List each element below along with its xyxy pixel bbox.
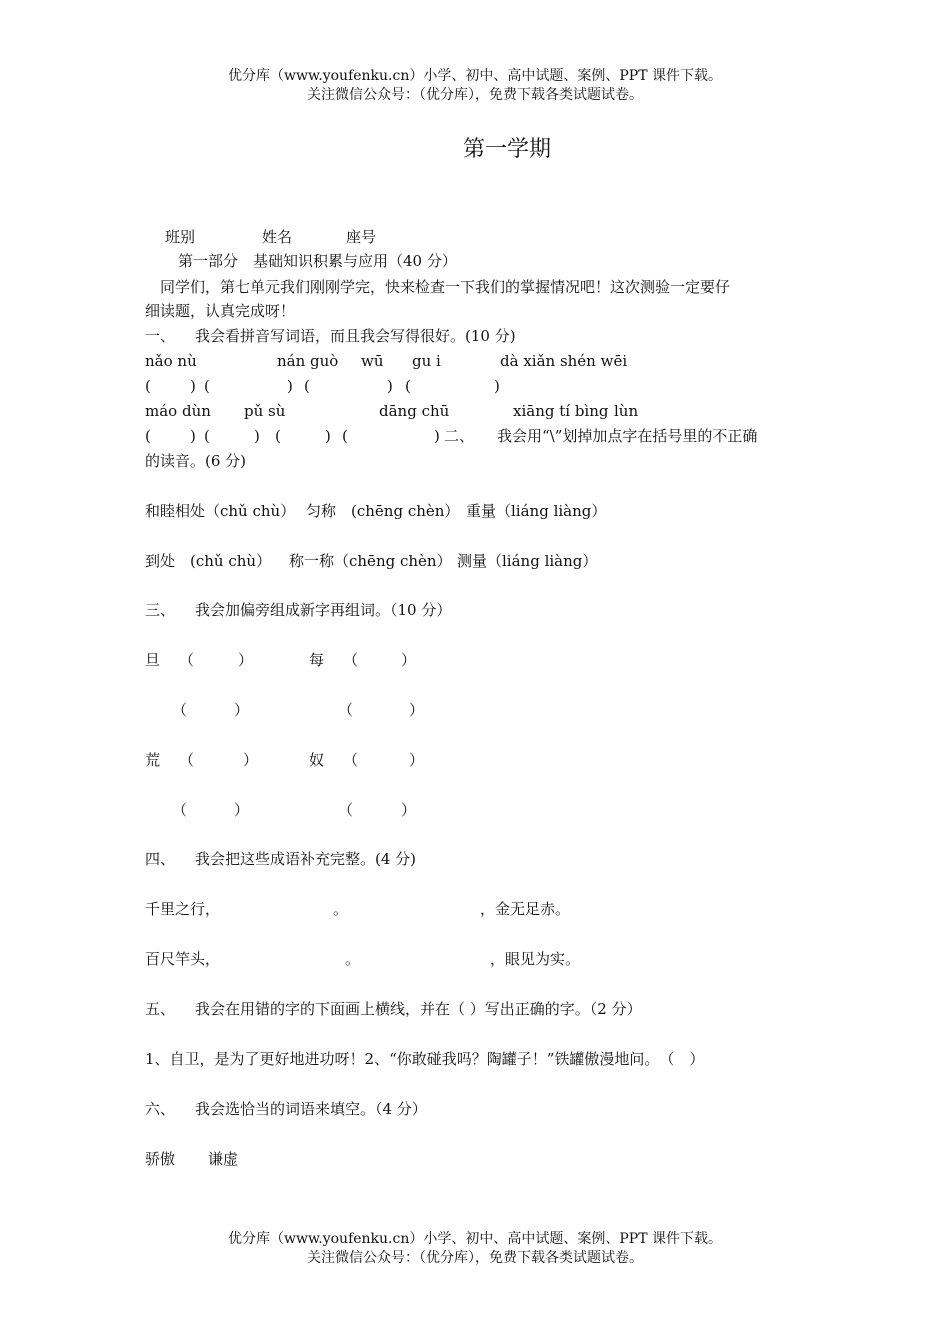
q1-pinyin-9: xiāng tí bìng — [513, 402, 609, 420]
q2-text-a: 我会用“\”划掉加点字在括号里的不正确 — [497, 427, 758, 445]
q5-sentence: 1、自卫，是为了更好地进功呀！2、“你敢碰我吗？陶罐子！”铁罐傲漫地问。 （ ） — [145, 1050, 705, 1068]
q3-lparen: （ — [343, 751, 359, 769]
q1-bracket-close: ) — [434, 427, 440, 445]
q1-bracket-open: ( — [145, 427, 151, 445]
q3-rparen: ） — [234, 801, 250, 819]
q6-text: 我会选恰当的词语来填空。（4 分） — [195, 1100, 427, 1118]
q3-char-3: 荒 — [145, 751, 161, 769]
q4-idiom-2b: 。 — [345, 950, 361, 968]
q1-bracket-open: ( — [145, 377, 151, 395]
q1-bracket-open: ( — [204, 427, 210, 445]
q4-text: 我会把这些成语补充完整。(4 分) — [195, 850, 417, 868]
q1-pinyin-1: nǎo nù — [145, 352, 197, 370]
q3-lparen: （ — [338, 801, 354, 819]
q6-number: 六、 — [145, 1100, 176, 1118]
q2-item-6: 测量（liáng liàng） — [457, 552, 598, 570]
q4-number: 四、 — [145, 850, 176, 868]
intro-line-2: 细读题，认真完成呀！ — [145, 302, 296, 320]
q1-bracket-close: ) — [254, 427, 260, 445]
q2-item-5: 称一称（chēng chèn） — [289, 552, 452, 570]
q3-char-2: 每 — [309, 651, 325, 669]
seat-label: 座号 — [346, 228, 377, 246]
q2-item-4: 到处 (chǔ chù） — [145, 552, 272, 570]
q3-rparen: ） — [238, 651, 254, 669]
q1-pinyin-8: dāng chū — [379, 402, 450, 420]
q1-pinyin-2: nán guò — [277, 352, 339, 370]
q1-pinyin-5: dà xiǎn shén wēi — [500, 352, 628, 370]
q2-number: 二、 — [444, 427, 475, 445]
q3-rparen: ） — [409, 701, 425, 719]
page-title: 第一学期 — [462, 137, 551, 162]
q2-item-3: 重量（liáng liàng） — [466, 502, 607, 520]
q3-char-4: 奴 — [309, 751, 325, 769]
q1-pinyin-10: lùn — [614, 402, 639, 420]
q4-idiom-1c: ，金无足赤。 — [480, 900, 571, 918]
q1-text: 我会看拼音写词语，而且我会写得很好。(10 分) — [195, 327, 516, 345]
q3-rparen: ） — [401, 651, 417, 669]
intro-line-1: 同学们，第七单元我们刚刚学完，快来检查一下我们的掌握情况吧！这次测验一定要仔 — [160, 278, 731, 296]
part1-title: 第一部分 基础知识积累与应用（40 分） — [178, 252, 457, 270]
q3-text: 我会加偏旁组成新字再组词。（10 分） — [195, 601, 452, 619]
q2-item-1: 和睦相处（chǔ chù） — [145, 502, 296, 520]
q2-text-b: 的读音。(6 分) — [145, 452, 247, 470]
name-label: 姓名 — [262, 228, 293, 246]
q2-item-2: 匀称 (chēng chèn） — [306, 502, 460, 520]
q1-bracket-close: ) — [387, 377, 393, 395]
q1-bracket-open: ( — [304, 377, 310, 395]
footer-line-2: 关注微信公众号：（优分库），免费下载各类试题试卷。 — [307, 1250, 643, 1266]
q1-bracket-close: ) — [325, 427, 331, 445]
q1-bracket-open: ( — [275, 427, 281, 445]
q1-bracket-close: ) — [190, 377, 196, 395]
q3-rparen: ） — [243, 751, 259, 769]
q3-lparen: （ — [338, 701, 354, 719]
q1-pinyin-6: máo dùn — [145, 402, 211, 420]
footer-line-1: 优分库（www.youfenku.cn）小学、初中、高中试题、案例、PPT 课件下载。 — [227, 1231, 722, 1247]
q1-bracket-open: ( — [342, 427, 348, 445]
q3-lparen: （ — [172, 801, 188, 819]
q4-idiom-2a: 百尺竿头， — [145, 950, 221, 968]
q3-rparen: ） — [234, 701, 250, 719]
q5-number: 五、 — [145, 1000, 176, 1018]
q4-idiom-2c: ，眼见为实。 — [490, 950, 581, 968]
q3-lparen: （ — [179, 651, 195, 669]
q6-word-1: 骄傲 — [145, 1150, 176, 1168]
header-line-2: 关注微信公众号：（优分库），免费下载各类试题试卷。 — [307, 87, 643, 103]
q1-bracket-close: ) — [190, 427, 196, 445]
q3-lparen: （ — [172, 701, 188, 719]
q3-lparen: （ — [179, 751, 195, 769]
q1-pinyin-3: wū — [361, 352, 384, 370]
q1-bracket-close: ) — [494, 377, 500, 395]
q1-bracket-open: ( — [204, 377, 210, 395]
q4-idiom-1b: 。 — [333, 900, 349, 918]
header-line-1: 优分库（www.youfenku.cn）小学、初中、高中试题、案例、PPT 课件下载。 — [227, 68, 722, 84]
class-label: 班别 — [165, 228, 196, 246]
q1-pinyin-7: pǔ sù — [244, 402, 286, 420]
q3-rparen: ） — [409, 751, 425, 769]
q1-pinyin-4: gu i — [412, 352, 441, 370]
q6-word-2: 谦虚 — [208, 1150, 239, 1168]
q4-idiom-1a: 千里之行， — [145, 900, 221, 918]
q5-text: 我会在用错的字的下面画上横线，并在（ ）写出正确的字。（2 分） — [195, 1000, 642, 1018]
q3-number: 三、 — [145, 601, 176, 619]
q1-bracket-close: ) — [287, 377, 293, 395]
q3-lparen: （ — [343, 651, 359, 669]
q3-char-1: 旦 — [145, 651, 161, 669]
q1-bracket-open: ( — [405, 377, 411, 395]
q3-rparen: ） — [401, 801, 417, 819]
q1-number: 一、 — [145, 327, 176, 345]
